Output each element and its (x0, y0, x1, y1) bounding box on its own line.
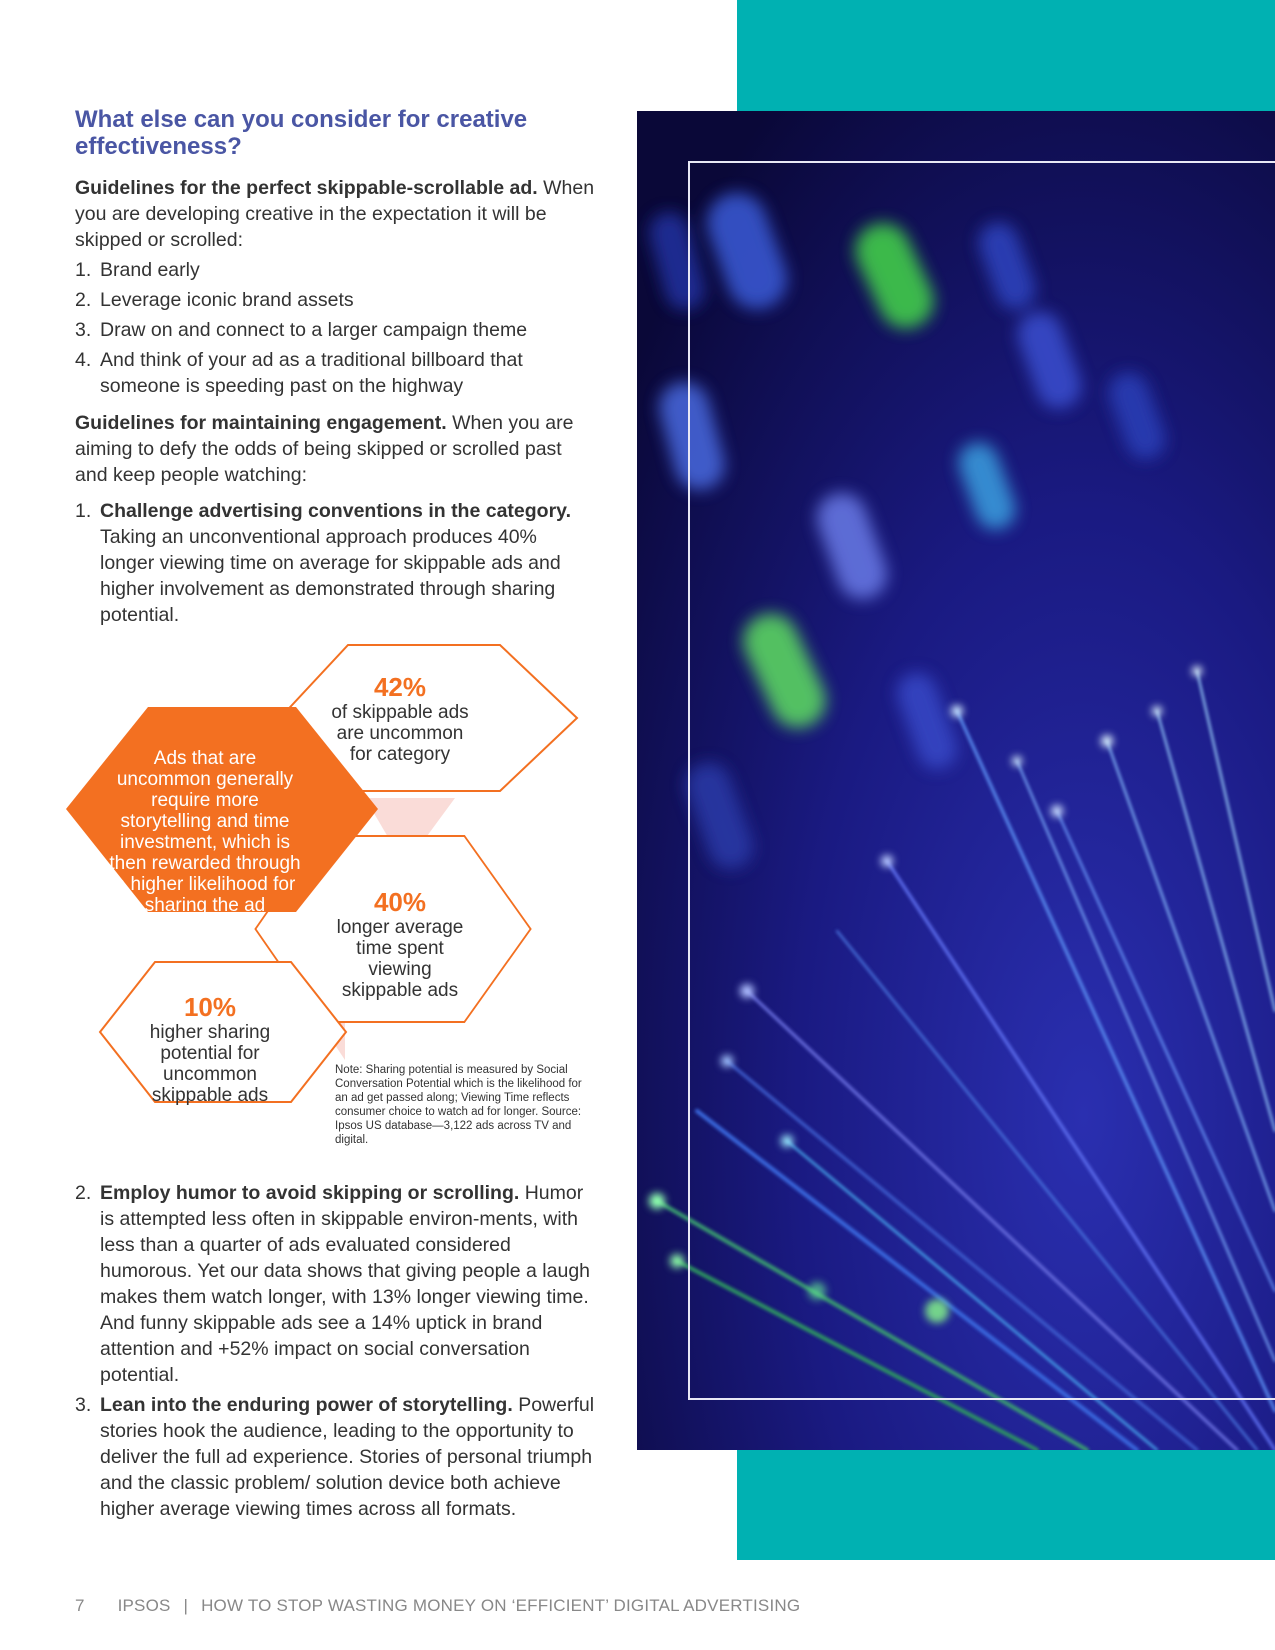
list-item: 3. Lean into the enduring power of storytelling. Powerful stories hook the audience, leading to the opportunity to deliver the full ad experience. Stories of personal triumph and the classic problem/ solution device both achieve higher average viewing times across all formats. (75, 1394, 595, 1520)
page-footer (75, 1596, 800, 1616)
engagement-section (75, 410, 595, 628)
stat1-text: of skippable ads are uncommon for category (331, 702, 469, 765)
photo-frame (688, 161, 1275, 1400)
infographic-note: Note: Sharing potential is measured by Social Conversation Potential which is the likelihood for an ad get passed along; Viewing Time reflects consumer choice to watch ad for longer. Source: Ipsos US database—3,122 ads across TV and digital. (335, 1064, 582, 1146)
skippable-section (75, 175, 595, 399)
list-item: 3. Draw on and connect to a larger campaign theme (75, 319, 528, 341)
skippable-lead-text: When you are developing creative in the expectation it will be skipped or scrolled: (75, 177, 595, 251)
engagement-section-continued (75, 1180, 595, 1522)
center-statement: Ads that are uncommon generally require more storytelling and time investment, which is then rewarded through a higher likelihood for sharing the ad (109, 748, 301, 916)
list-item: 4. And think of your ad as a traditional billboard that someone is speeding past on the highway (75, 349, 523, 397)
engagement-lead-text: When you are aiming to defy the odds of being skipped or scrolled past and keep people watching: (75, 412, 574, 486)
stat3-text: higher sharing potential for uncommon skippable ads (149, 1022, 271, 1106)
engagement-list-continued (75, 1180, 595, 1522)
footer-title: HOW TO STOP WASTING MONEY ON ‘EFFICIENT’ DIGITAL ADVERTISING (201, 1596, 801, 1615)
skippable-lead-bold: Guidelines for the perfect skippable-scrollable ad. (75, 177, 538, 199)
list-item: 2. Leverage iconic brand assets (75, 289, 354, 311)
page-number: 7 (75, 1596, 85, 1615)
page-heading: What else can you consider for creative effectiveness? (75, 106, 528, 160)
footer-separator: | (183, 1596, 189, 1615)
list-item: 2. Employ humor to avoid skipping or scrolling. Humor is attempted less often in skippable environ-ments, with less than a quarter of ads evaluated considered humorous. Yet our data shows that giving people a laugh makes them watch longer, with 13% longer viewing time. And funny skippable ads see a 14% uptick in brand attention and +52% impact on social conversation potential. (75, 1182, 591, 1386)
stat3 (140, 992, 280, 1106)
engagement-list (75, 498, 595, 628)
stat2 (335, 887, 465, 1001)
footer-brand: IPSOS (117, 1596, 171, 1615)
engagement-lead (75, 410, 595, 488)
stat1-pct: 42% (373, 672, 427, 702)
engagement-lead-bold: Guidelines for maintaining engagement. (75, 412, 447, 434)
skippable-list (75, 257, 595, 399)
stat1 (325, 672, 475, 765)
list-item: 1. Challenge advertising conventions in the category. Taking an unconventional approach produces 40% longer viewing time on average for skippable ads and higher involvement as demonstrated through sharing potential. (75, 500, 571, 626)
skippable-lead (75, 175, 595, 253)
stat3-pct: 10% (183, 992, 237, 1022)
stat2-pct: 40% (373, 887, 427, 917)
list-item: 1. Brand early (75, 259, 200, 281)
stat2-text: longer average time spent viewing skippable ads (336, 917, 464, 1001)
